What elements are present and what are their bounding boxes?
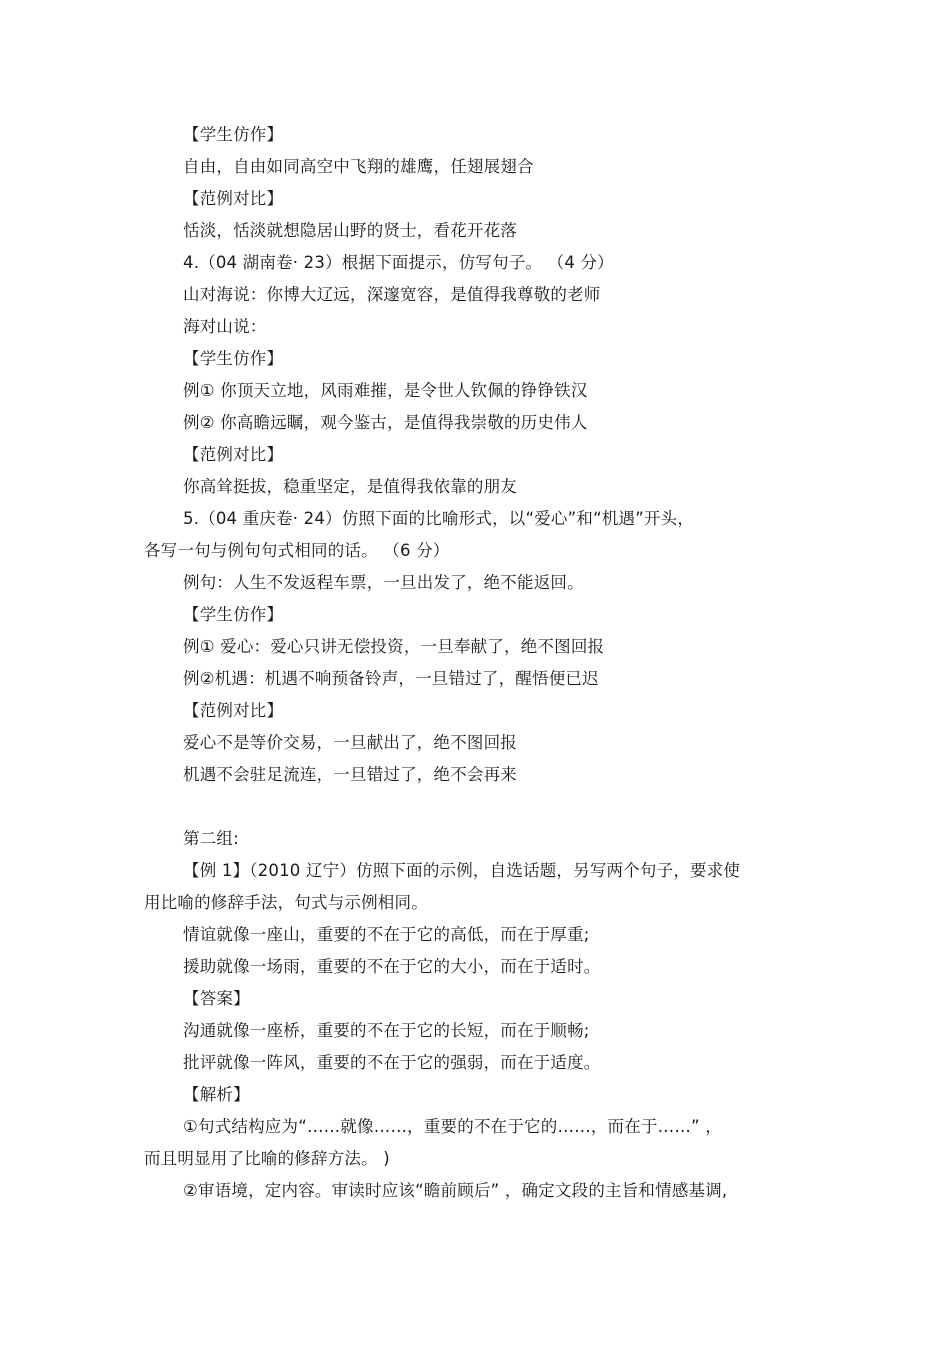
section-heading-student-imitation: 【学生仿作】 xyxy=(183,349,284,368)
text-line: ①句式结构应为“……就像……，重要的不在于它的……，而在于……” ， xyxy=(183,1117,722,1136)
text-line: 援助就像一场雨，重要的不在于它的大小，而在于适时。 xyxy=(183,957,601,976)
text-line: 沟通就像一座桥，重要的不在于它的长短，而在于顺畅; xyxy=(183,1021,590,1040)
text-line: 例②机遇：机遇不响预备铃声，一旦错过了，醒悟便已迟 xyxy=(183,669,599,688)
text-line: 批评就像一阵风，重要的不在于它的强弱，而在于适度。 xyxy=(183,1053,601,1072)
text-line: 例① 你顶天立地，风雨难摧，是令世人钦佩的铮铮铁汉 xyxy=(183,381,588,400)
text-line-continued: 而且明显用了比喻的修辞方法。 ) xyxy=(144,1149,390,1168)
example-1-question: 【例 1】（2010 辽宁）仿照下面的示例，自选话题，另写两个句子，要求使 xyxy=(183,861,741,880)
section-heading-example-comparison: 【范例对比】 xyxy=(183,701,284,720)
text-line: 山对海说：你博大辽远，深邃宽容，是值得我尊敬的老师 xyxy=(183,285,601,304)
section-heading-student-imitation: 【学生仿作】 xyxy=(183,605,284,624)
text-line: 你高耸挺拔，稳重坚定，是值得我依靠的朋友 xyxy=(183,477,517,496)
text-line: 例① 爱心：爱心只讲无偿投资，一旦奉献了，绝不图回报 xyxy=(183,637,605,656)
text-line: 爱心不是等价交易，一旦献出了，绝不图回报 xyxy=(183,733,517,752)
text-line: 例句：人生不发返程车票，一旦出发了，绝不能返回。 xyxy=(183,573,584,592)
text-line: 恬淡，恬淡就想隐居山野的贤士，看花开花落 xyxy=(183,221,517,240)
text-line: 例② 你高瞻远瞩，观今鉴古，是值得我崇敬的历史伟人 xyxy=(183,413,588,432)
section-heading-example-comparison: 【范例对比】 xyxy=(183,445,284,464)
question-5-continued: 各写一句与例句句式相同的话。 （6 分） xyxy=(144,541,450,560)
text-line: 自由，自由如同高空中飞翔的雄鹰，任翅展翅合 xyxy=(183,157,534,176)
text-line: 海对山说： xyxy=(183,317,267,336)
section-heading-answer: 【答案】 xyxy=(183,989,250,1008)
section-heading-example-comparison: 【范例对比】 xyxy=(183,189,284,208)
text-line: 情谊就像一座山，重要的不在于它的高低，而在于厚重; xyxy=(183,925,590,944)
group-heading: 第二组: xyxy=(183,829,239,848)
text-line: 机遇不会驻足流连，一旦错过了，绝不会再来 xyxy=(183,765,517,784)
question-4: 4.（04 湖南卷· 23）根据下面提示，仿写句子。 （4 分） xyxy=(183,253,614,272)
example-1-question-continued: 用比喻的修辞手法，句式与示例相同。 xyxy=(144,893,428,912)
text-line: ②审语境，定内容。审读时应该“瞻前顾后” ，确定文段的主旨和情感基调, xyxy=(183,1181,728,1200)
question-5: 5.（04 重庆卷· 24）仿照下面的比喻形式，以“爱心”和“机遇”开头， xyxy=(183,509,695,528)
section-heading-analysis: 【解析】 xyxy=(183,1085,250,1104)
section-heading-student-imitation: 【学生仿作】 xyxy=(183,125,284,144)
